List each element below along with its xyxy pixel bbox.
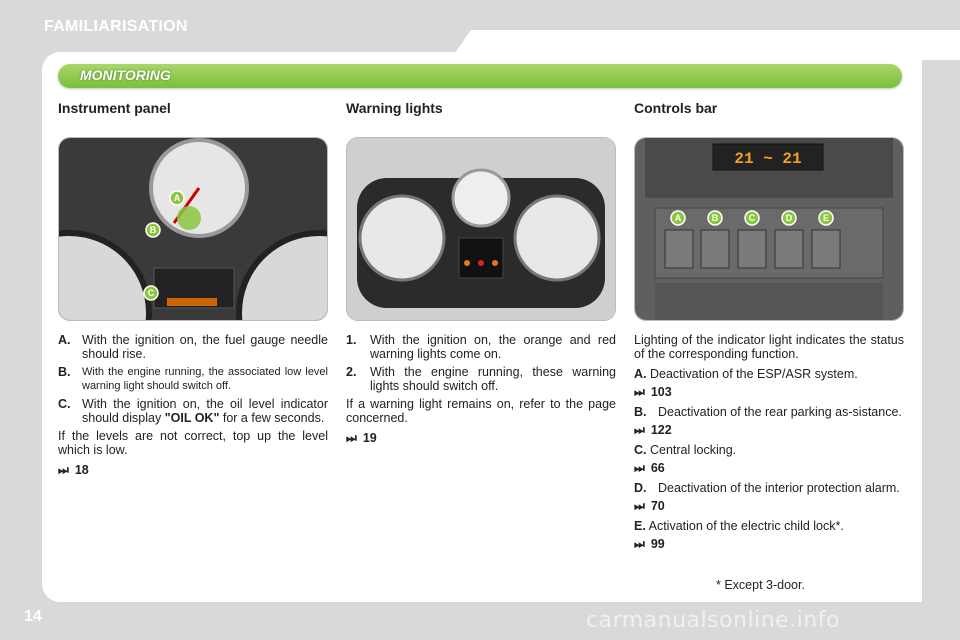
item-text-after: for a few seconds. xyxy=(219,411,325,425)
item-key: D. xyxy=(634,481,647,495)
controls-bar-text xyxy=(634,333,904,557)
controls-item-c xyxy=(634,443,904,457)
warning-item-1 xyxy=(346,333,616,361)
page-ref-number: 66 xyxy=(650,461,665,475)
instrument-panel-text xyxy=(58,333,328,483)
page-ref-arrow-icon: ⏭ xyxy=(634,423,645,437)
instrument-item-a xyxy=(58,333,328,361)
item-text: Activation of the electric child lock*. xyxy=(648,519,844,533)
label-c: C xyxy=(147,288,155,298)
page-ref-number: 122 xyxy=(650,423,672,437)
instrument-panel-title: Instrument panel xyxy=(58,100,171,116)
warning-lights-illustration xyxy=(347,138,615,320)
label-b-badge xyxy=(146,223,160,237)
page-title: FAMILIARISATION xyxy=(44,18,188,35)
warning-lights-title: Warning lights xyxy=(346,100,443,116)
item-key: 2. xyxy=(346,365,357,379)
page-ref-number: 18 xyxy=(74,463,89,477)
item-text: Deactivation of the rear parking as-sistance. xyxy=(658,405,902,419)
item-text xyxy=(82,397,328,425)
controls-page-ref-d[interactable] xyxy=(634,499,904,513)
warning-page-ref[interactable] xyxy=(346,431,616,445)
label-b: B xyxy=(149,225,157,235)
warning-lights-photo xyxy=(346,137,616,321)
item-key: C. xyxy=(634,443,647,457)
label-a: A xyxy=(173,193,181,203)
watermark-text: carmanualsonline.info xyxy=(586,608,840,633)
page-ref-arrow-icon: ⏭ xyxy=(346,431,357,445)
warning-item-2 xyxy=(346,365,616,393)
control-label-c: C xyxy=(748,213,756,223)
footnote: * Except 3-door. xyxy=(716,578,805,592)
controls-item-e xyxy=(634,519,904,533)
control-label-d: D xyxy=(785,213,793,223)
label-a-badge xyxy=(170,191,184,205)
controls-item-a xyxy=(634,367,904,381)
page-ref-arrow-icon: ⏭ xyxy=(634,461,645,475)
warning-lights-text xyxy=(346,333,616,451)
controls-page-ref-a[interactable] xyxy=(634,385,904,399)
section-banner xyxy=(58,64,902,88)
item-text: Deactivation of the interior protection alarm. xyxy=(658,481,900,495)
controls-intro: Lighting of the indicator light indicates the status of the corresponding function. xyxy=(634,333,904,361)
oil-ok-text: "OIL OK" xyxy=(164,411,220,425)
controls-item-d xyxy=(634,481,904,495)
page-ref-number: 99 xyxy=(650,537,665,551)
control-label-b: B xyxy=(711,213,719,223)
controls-bar-photo xyxy=(634,137,904,321)
page-ref-number: 70 xyxy=(650,499,665,513)
item-text: With the engine running, the associated low level warning light should switch off. xyxy=(82,366,328,392)
label-c-badge xyxy=(144,286,158,300)
item-key: E. xyxy=(634,519,646,533)
page-number: 14 xyxy=(24,608,42,625)
instrument-note: If the levels are not correct, top up the level which is low. xyxy=(58,429,328,457)
item-text: Deactivation of the ESP/ASR system. xyxy=(649,367,858,381)
page-ref-number: 103 xyxy=(650,385,672,399)
control-label-e: E xyxy=(822,213,830,223)
section-title: MONITORING xyxy=(80,67,171,83)
instrument-panel-illustration xyxy=(59,138,327,320)
controls-page-ref-c[interactable] xyxy=(634,461,904,475)
warning-note: If a warning light remains on, refer to the page concerned. xyxy=(346,397,616,425)
item-key: B. xyxy=(58,365,71,379)
item-text: With the ignition on, the fuel gauge needle should rise. xyxy=(82,333,328,361)
controls-bar-illustration xyxy=(635,138,903,320)
page-ref-number: 19 xyxy=(362,431,377,445)
controls-item-b xyxy=(634,405,904,419)
page-ref-arrow-icon: ⏭ xyxy=(634,499,645,513)
item-key: A. xyxy=(58,333,71,347)
controls-page-ref-e[interactable] xyxy=(634,537,904,551)
page-ref-arrow-icon: ⏭ xyxy=(634,537,645,551)
instrument-item-b xyxy=(58,365,328,393)
climate-display-readout: 21 ~ 21 xyxy=(734,150,802,168)
item-key: A. xyxy=(634,367,647,381)
item-text: With the ignition on, the orange and red warning lights come on. xyxy=(370,333,616,361)
instrument-page-ref[interactable] xyxy=(58,463,328,477)
item-key: C. xyxy=(58,397,71,411)
item-text: Central locking. xyxy=(649,443,737,457)
controls-bar-title: Controls bar xyxy=(634,100,718,116)
controls-page-ref-b[interactable] xyxy=(634,423,904,437)
item-key: 1. xyxy=(346,333,357,347)
item-text-before: With the ignition on, the oil level indicator should display xyxy=(82,397,328,425)
page-ref-arrow-icon: ⏭ xyxy=(634,385,645,399)
instrument-item-c xyxy=(58,397,328,425)
page-ref-arrow-icon: ⏭ xyxy=(58,463,69,477)
item-text: With the engine running, these warning lights should switch off. xyxy=(370,365,616,393)
control-label-a: A xyxy=(674,213,682,223)
instrument-panel-photo xyxy=(58,137,328,321)
item-key: B. xyxy=(634,405,647,419)
